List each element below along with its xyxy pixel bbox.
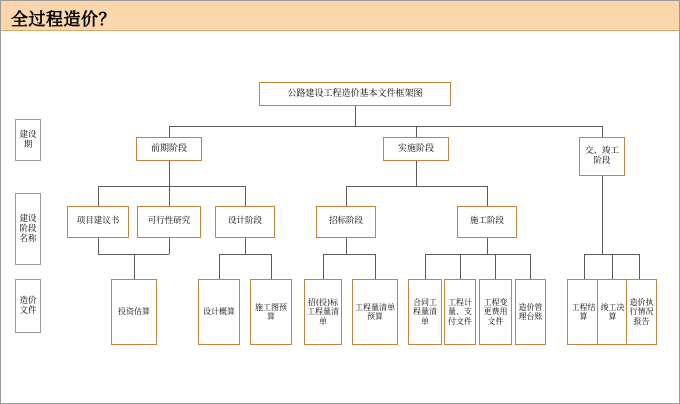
connector bbox=[323, 254, 324, 279]
connector bbox=[98, 186, 99, 206]
document-box-investment-estimate[interactable]: 投资估算 bbox=[111, 279, 157, 345]
connector bbox=[346, 186, 487, 187]
connector bbox=[346, 238, 347, 254]
diagram-root-box[interactable]: 公路建设工程造价基本文件框架图 bbox=[259, 82, 451, 106]
side-label-construction-stage-name: 建设阶段名称 bbox=[15, 193, 41, 265]
connector bbox=[602, 126, 603, 137]
document-box-cost-management-ledger[interactable]: 造价管理台账 bbox=[515, 279, 546, 345]
document-box-change-cost-document[interactable]: 工程变更费用文件 bbox=[479, 279, 512, 345]
stage-box-handover-completion[interactable]: 交、竣工阶段 bbox=[579, 137, 625, 176]
connector bbox=[323, 254, 375, 255]
document-box-engineering-settlement[interactable]: 工程结算 bbox=[567, 279, 600, 345]
connector bbox=[495, 254, 496, 279]
connector bbox=[425, 254, 426, 279]
phase-box-design-stage[interactable]: 设计阶段 bbox=[215, 206, 275, 238]
connector bbox=[375, 254, 376, 279]
page-title: 全过程造价？ bbox=[11, 10, 116, 30]
connector bbox=[219, 254, 220, 279]
connector bbox=[602, 176, 603, 254]
connector bbox=[416, 161, 417, 186]
connector bbox=[355, 106, 356, 126]
side-label-construction-period: 建设期 bbox=[15, 119, 41, 161]
connector bbox=[98, 238, 99, 254]
connector bbox=[530, 254, 531, 279]
connector bbox=[134, 254, 135, 279]
connector bbox=[169, 126, 170, 137]
connector bbox=[169, 238, 170, 254]
connector bbox=[416, 126, 417, 137]
document-box-quantity-list-budget[interactable]: 工程量清单预算 bbox=[352, 279, 398, 345]
connector bbox=[245, 238, 246, 254]
connector bbox=[98, 186, 245, 187]
phase-box-construction-stage[interactable]: 施工阶段 bbox=[457, 206, 517, 238]
connector bbox=[271, 254, 272, 279]
connector bbox=[346, 186, 347, 206]
connector bbox=[487, 238, 488, 254]
document-box-cost-execution-report[interactable]: 造价执行情况报告 bbox=[626, 279, 657, 345]
document-box-design-budget-estimate[interactable]: 设计概算 bbox=[198, 279, 240, 345]
connector bbox=[169, 186, 170, 206]
document-box-completion-final-account[interactable]: 竣工决算 bbox=[597, 279, 628, 345]
connector bbox=[639, 254, 640, 279]
stage-box-implementation[interactable]: 实施阶段 bbox=[383, 137, 449, 161]
connector bbox=[169, 161, 170, 186]
side-label-cost-documents: 造价文件 bbox=[15, 279, 41, 333]
connector bbox=[584, 254, 585, 279]
document-box-measurement-payment-document[interactable]: 工程计量、支付文件 bbox=[444, 279, 476, 345]
document-box-bid-tender-quantity-list[interactable]: 招(投)标工程量清单 bbox=[304, 279, 342, 345]
connector bbox=[425, 254, 530, 255]
phase-box-feasibility-study[interactable]: 可行性研究 bbox=[137, 206, 201, 238]
connector bbox=[169, 126, 602, 127]
connector bbox=[487, 186, 488, 206]
phase-box-project-proposal[interactable]: 项目建议书 bbox=[67, 206, 129, 238]
connector bbox=[219, 254, 271, 255]
document-box-contract-quantity-list[interactable]: 合同工程量清单 bbox=[408, 279, 442, 345]
connector bbox=[245, 186, 246, 206]
connector bbox=[460, 254, 461, 279]
document-box-construction-drawing-budget[interactable]: 施工图预算 bbox=[250, 279, 292, 345]
phase-box-bidding-stage[interactable]: 招标阶段 bbox=[316, 206, 376, 238]
connector bbox=[612, 254, 613, 279]
stage-box-preliminary[interactable]: 前期阶段 bbox=[136, 137, 202, 161]
